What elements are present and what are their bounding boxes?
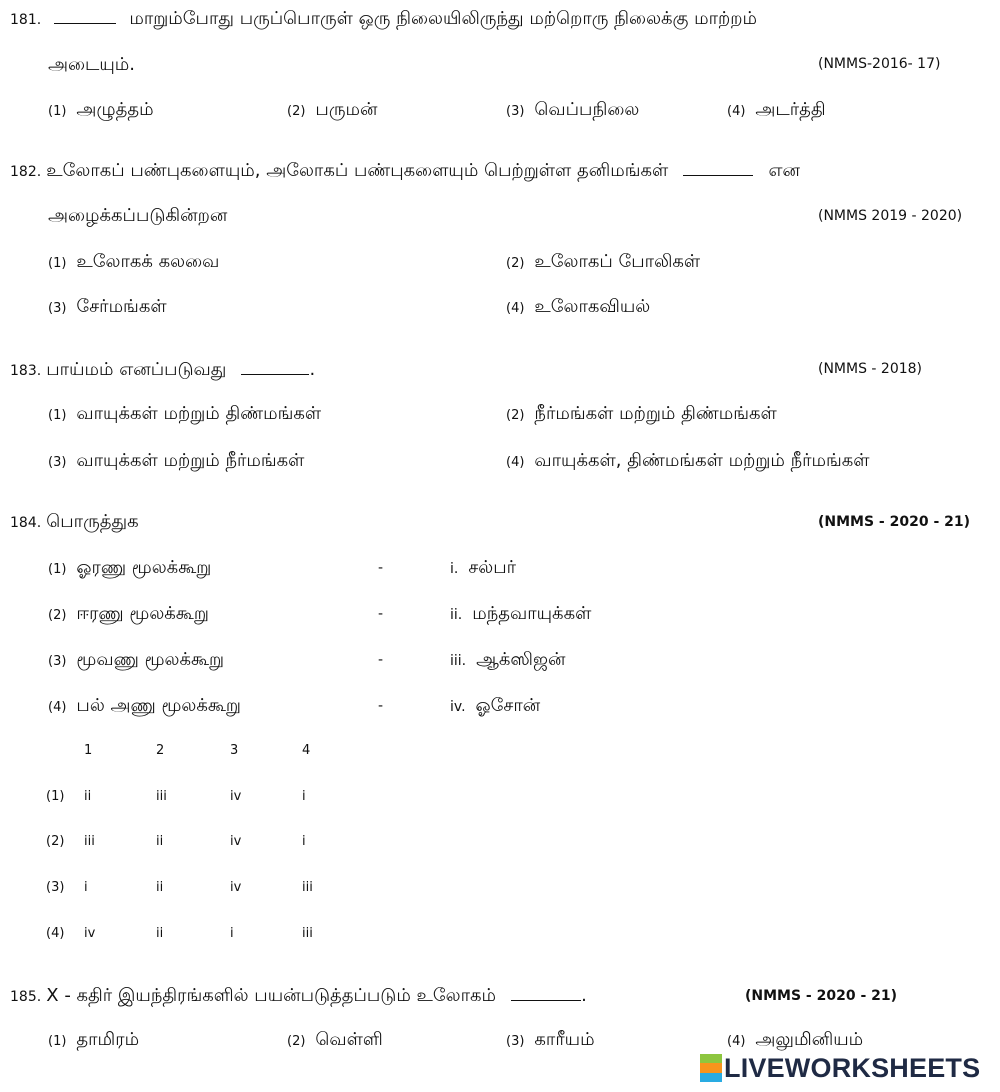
match-right-4: iv. ஓசோன் (450, 695, 541, 716)
question-text-cont: அழைக்கப்படுகின்றன (48, 205, 228, 226)
option-3[interactable]: (3) வெப்பநிலை (506, 99, 640, 120)
grid-header-2: 2 (156, 743, 165, 758)
option-1[interactable]: (1) வாயுக்கள் மற்றும் திண்மங்கள் (48, 403, 322, 424)
option-1[interactable]: (1) அழுத்தம் (48, 99, 154, 120)
option-3[interactable]: (3) வாயுக்கள் மற்றும் நீர்மங்கள் (48, 450, 305, 471)
question-183: 183. பாய்மம் எனப்படுவது . (10, 359, 316, 380)
source-tag: (NMMS - 2020 - 21) (745, 988, 898, 1004)
grid-header-4: 4 (302, 743, 311, 758)
source-tag: (NMMS - 2020 - 21) (818, 514, 971, 530)
match-left-2: (2) ஈரணு மூலக்கூறு (48, 603, 209, 624)
match-dash: - (378, 652, 384, 668)
question-text: மாறும்போது பருப்பொருள் ஒரு நிலையிலிருந்து மற்றொரு நிலைக்கு மாற்றம் (129, 8, 758, 29)
option-1[interactable]: (1) தாமிரம் (48, 1029, 140, 1050)
option-4[interactable]: (4) அடர்த்தி (727, 99, 826, 120)
answer-blank[interactable] (511, 986, 581, 1001)
match-dash: - (378, 606, 384, 622)
logo-icon (700, 1054, 722, 1082)
answer-blank[interactable] (241, 360, 309, 375)
match-left-3: (3) மூவணு மூலக்கூறு (48, 649, 225, 670)
question-number: 183. (10, 363, 42, 379)
question-text: பொருத்துக (46, 511, 139, 532)
question-text: பாய்மம் எனப்படுவது (46, 359, 227, 380)
question-text: உலோகப் பண்புகளையும், அலோகப் பண்புகளையும் பெற்றுள்ள தனிமங்கள் (46, 160, 669, 181)
question-182: 182. உலோகப் பண்புகளையும், அலோகப் பண்புகளையும் பெற்றுள்ள தனிமங்கள் என (10, 160, 800, 181)
match-right-2: ii. மந்தவாயுக்கள் (450, 603, 592, 624)
option-4[interactable]: (4) வாயுக்கள், திண்மங்கள் மற்றும் நீர்மங்கள் (506, 450, 870, 471)
question-text: X - கதிர் இயந்திரங்களில் பயன்படுத்தப்படும் உலோகம் (46, 985, 497, 1006)
question-number: 185. (10, 989, 42, 1005)
option-1[interactable]: (1) உலோகக் கலவை (48, 251, 220, 272)
match-dash: - (378, 698, 384, 714)
question-181 (10, 8, 757, 31)
grid-header-1: 1 (84, 743, 93, 758)
option-2[interactable]: (2) உலோகப் போலிகள் (506, 251, 701, 272)
match-right-3: iii. ஆக்ஸிஜன் (450, 649, 566, 670)
match-dash: - (378, 560, 384, 576)
liveworksheets-logo[interactable] (700, 1050, 980, 1086)
question-184 (10, 511, 139, 534)
source-tag: (NMMS - 2018) (818, 361, 923, 377)
answer-blank[interactable] (54, 9, 116, 24)
option-4[interactable]: (4) அலுமினியம் (727, 1029, 864, 1050)
option-4[interactable]: (4) உலோகவியல் (506, 296, 651, 317)
question-185: 185. X - கதிர் இயந்திரங்களில் பயன்படுத்தப்படும் உலோகம் . (10, 985, 587, 1006)
match-left-1: (1) ஓரணு மூலக்கூறு (48, 557, 212, 578)
option-2[interactable]: (2) நீர்மங்கள் மற்றும் திண்மங்கள் (506, 403, 777, 424)
question-text-cont: அடையும். (48, 54, 136, 75)
question-number: 181. (10, 12, 42, 28)
option-3[interactable]: (3) சேர்மங்கள் (48, 296, 167, 317)
option-3[interactable]: (3) காரீயம் (506, 1029, 595, 1050)
question-number: 182. (10, 164, 42, 180)
source-tag: (NMMS 2019 - 2020) (818, 208, 963, 224)
grid-header-3: 3 (230, 743, 239, 758)
answer-blank[interactable] (683, 161, 753, 176)
logo-text: LIVEWORKSHEETS (724, 1052, 981, 1083)
match-right-1: i. சல்பர் (450, 557, 517, 578)
option-2[interactable]: (2) பருமன் (287, 99, 378, 120)
option-2[interactable]: (2) வெள்ளி (287, 1029, 383, 1050)
match-left-4: (4) பல் அணு மூலக்கூறு (48, 695, 241, 716)
source-tag: (NMMS-2016- 17) (818, 56, 941, 72)
question-number: 184. (10, 515, 42, 531)
